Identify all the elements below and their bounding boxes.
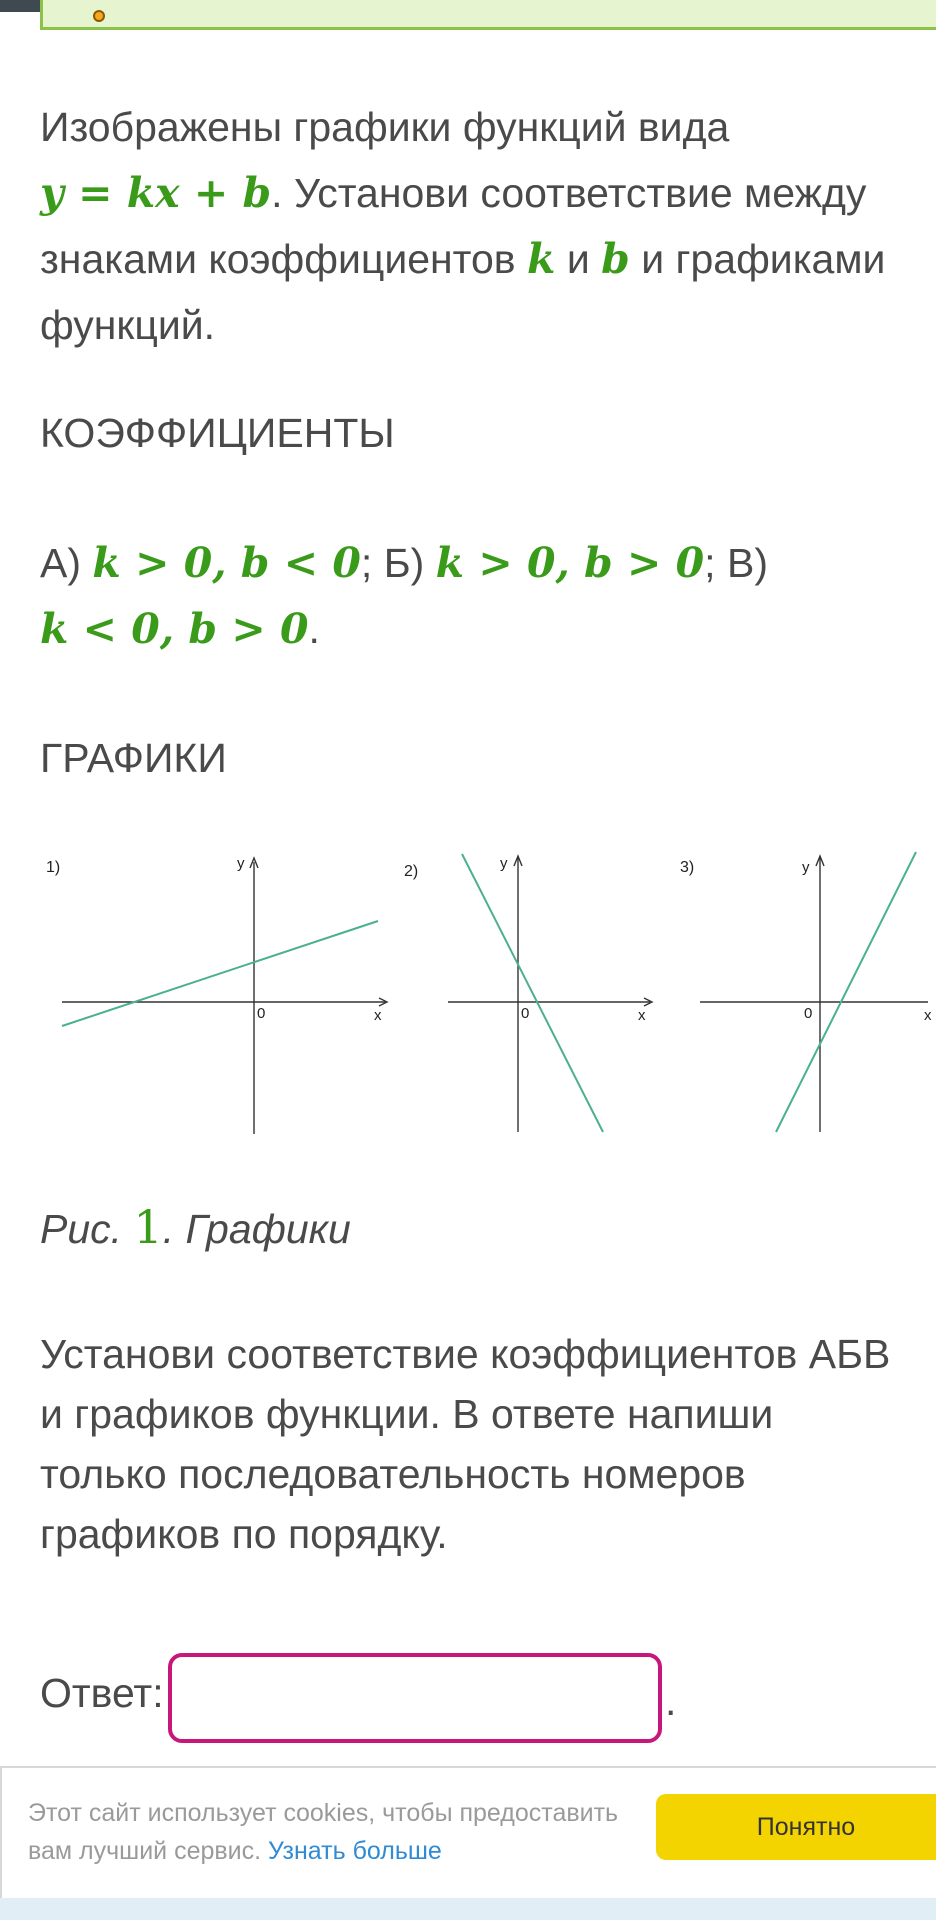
task-paragraph: Установи соответствие коэффициентов АБВ и графиков функции. В ответе напиши только последовательность номеров графиков по порядку. [40, 1331, 891, 1557]
cookie-accept-button[interactable]: Понятно [656, 1794, 936, 1860]
graphs-heading: ГРАФИКИ [40, 735, 227, 781]
graph-1-line [62, 921, 378, 1026]
answer-input[interactable] [168, 1653, 662, 1743]
formula: y = kx + b [40, 169, 272, 217]
coef-b-expr: k > 0, b > 0 [435, 539, 705, 587]
cookie-banner [0, 1766, 936, 1898]
graph-1-y-label: y [237, 855, 245, 872]
graph-2-x-label: x [638, 1007, 646, 1024]
graph-panel-3 [680, 852, 932, 1132]
graph-3-x-label: x [924, 1007, 932, 1024]
graph-3-origin-label: 0 [804, 1005, 813, 1022]
coef-a-expr: k > 0, b < 0 [92, 539, 361, 587]
coefficients-list [40, 530, 900, 662]
graph-3-number: 3) [680, 859, 695, 876]
graph-2-y-label: y [500, 855, 508, 872]
intro-text-a: Изображены графики функций вида [40, 104, 730, 150]
k-symbol: k [527, 235, 556, 283]
coef-b-sep: ; [704, 540, 716, 586]
answer-trailing-dot: . [665, 1678, 677, 1724]
progress-dot-icon [93, 10, 105, 22]
intro-and: и [566, 236, 590, 282]
coefficients-heading: КОЭФФИЦИЕНТЫ [40, 410, 395, 456]
graph-panel-1 [46, 855, 387, 1134]
graph-1-x-label: x [374, 1007, 382, 1024]
cookie-text: Этот сайт использует cookies, чтобы предоставить вам лучший сервис. [28, 1799, 619, 1865]
intro-text-c: и графиками функций. [40, 236, 886, 348]
caption-number: 1 [133, 1200, 163, 1254]
graph-1-number: 1) [46, 859, 61, 876]
graph-2-number: 2) [404, 863, 419, 880]
b-symbol: b [601, 235, 630, 283]
graph-panel-2 [404, 854, 652, 1132]
graphs-figure [40, 838, 936, 1138]
coef-c-sep: . [308, 606, 320, 652]
intro-text-b: . Установи соответствие между знаками коэффициентов [40, 170, 867, 282]
answer-label: Ответ: [40, 1670, 164, 1716]
intro-paragraph [40, 94, 910, 358]
cookie-message [28, 1794, 628, 1870]
bottom-strip [0, 1898, 936, 1920]
coef-c-expr: k < 0, b > 0 [40, 605, 309, 653]
figure-caption [40, 1200, 351, 1254]
graph-2-line [462, 854, 603, 1132]
graph-1-origin-label: 0 [257, 1005, 266, 1022]
coef-b-label: Б) [383, 540, 425, 586]
graph-3-y-label: y [802, 859, 810, 876]
previous-block-border [40, 0, 936, 30]
graph-2-origin-label: 0 [521, 1005, 530, 1022]
coef-a-label: А) [40, 540, 81, 586]
graph-3-line [776, 852, 916, 1132]
coef-a-sep: ; [360, 540, 373, 586]
caption-suffix: . Графики [162, 1206, 351, 1252]
coef-c-label: В) [726, 540, 768, 586]
caption-prefix: Рис. [40, 1206, 123, 1252]
cookie-learn-more-link[interactable]: Узнать больше [268, 1837, 442, 1865]
